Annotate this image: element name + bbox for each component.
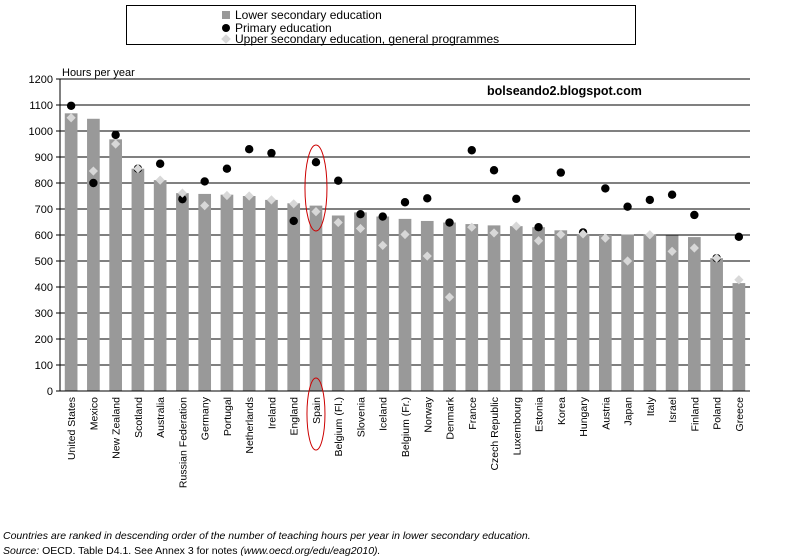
- x-tick-label: Portugal: [221, 397, 234, 437]
- y-tick-label: 800: [34, 178, 53, 190]
- bar: [421, 221, 434, 391]
- y-tick-label: 500: [34, 256, 53, 268]
- x-tick-label: Italy: [644, 397, 657, 417]
- x-tick-label: Estonia: [533, 397, 546, 433]
- primary-dot: [356, 210, 364, 218]
- bar: [310, 206, 323, 391]
- bar: [87, 119, 100, 391]
- bar: [132, 169, 145, 391]
- chart-source: [3, 545, 380, 557]
- x-tick-label: Poland: [711, 397, 724, 430]
- primary-dot: [67, 102, 75, 110]
- bar: [710, 258, 723, 391]
- y-tick-label: 1000: [28, 126, 53, 138]
- x-tick-label: Greece: [733, 397, 746, 432]
- primary-dot: [690, 211, 698, 219]
- bar: [599, 235, 612, 391]
- bar: [176, 193, 189, 391]
- bar: [243, 196, 256, 391]
- primary-dot: [445, 218, 453, 226]
- primary-dot: [89, 179, 97, 187]
- bar: [265, 200, 278, 391]
- bar: [332, 216, 345, 392]
- bar: [198, 194, 211, 391]
- bar-series: [65, 113, 745, 391]
- primary-dot: [200, 177, 208, 185]
- primary-dot: [267, 149, 275, 157]
- primary-dot: [401, 198, 409, 206]
- y-tick-label: 1100: [29, 100, 53, 112]
- x-tick-label: Germany: [199, 397, 212, 441]
- primary-dot: [468, 146, 476, 154]
- y-tick-label: 900: [34, 152, 53, 164]
- chart-footnote: Countries are ranked in descending order of the number of teaching hours per year in lower secondary education.: [3, 530, 531, 542]
- x-tick-label: Norway: [422, 397, 435, 433]
- x-tick-label: Slovenia: [355, 397, 368, 438]
- x-tick-label: New Zealand: [110, 397, 123, 459]
- primary-dot: [534, 223, 542, 231]
- y-tick-label: 300: [34, 308, 53, 320]
- y-axis-title: Hours per year: [62, 67, 135, 79]
- bar: [532, 227, 545, 391]
- legend-label: Upper secondary education, general programmes: [235, 32, 500, 46]
- primary-dot: [623, 202, 631, 210]
- x-tick-label: Mexico: [88, 397, 101, 431]
- source-label: Source:: [3, 545, 40, 557]
- bar: [688, 237, 701, 391]
- x-tick-label: Belgium (Fl.): [333, 397, 346, 457]
- primary-dot: [312, 158, 320, 166]
- primary-dot: [223, 165, 231, 173]
- y-tick-label: 200: [34, 334, 53, 346]
- x-tick-label: Australia: [155, 397, 168, 438]
- primary-dot: [379, 212, 387, 220]
- bar: [154, 180, 167, 391]
- bar: [354, 212, 367, 391]
- x-tick-label: England: [288, 397, 301, 436]
- source-url: (www.oecd.org/edu/eag2010).: [240, 545, 381, 557]
- x-tick-label: France: [466, 397, 479, 430]
- bar: [109, 139, 122, 391]
- primary-dot: [490, 166, 498, 174]
- x-tick-label: Korea: [555, 397, 568, 426]
- x-tick-label: Iceland: [377, 397, 390, 431]
- bar: [465, 224, 478, 391]
- source-text: OECD. Table D4.1. See Annex 3 for notes: [42, 545, 238, 557]
- y-tick-label: 600: [34, 230, 53, 242]
- bar: [510, 226, 523, 391]
- x-tick-label: Belgium (Fr.): [400, 397, 412, 458]
- primary-dot: [735, 233, 743, 241]
- y-tick-labels: [29, 74, 53, 398]
- x-tick-label: Finland: [689, 397, 702, 432]
- y-tick-label: 400: [34, 282, 53, 294]
- y-tick-label: 1200: [28, 74, 53, 86]
- bar: [488, 225, 501, 391]
- legend-label: Lower secondary education: [235, 8, 382, 22]
- x-tick-label: Netherlands: [244, 397, 257, 454]
- primary-dot: [601, 184, 609, 192]
- primary-dot: [334, 176, 342, 184]
- primary-dot: [423, 194, 431, 202]
- y-tick-label: 100: [34, 360, 53, 372]
- bar: [554, 230, 567, 391]
- y-tick-label: 0: [46, 386, 53, 398]
- x-tick-label: Scotland: [132, 397, 145, 438]
- bar: [443, 223, 456, 391]
- x-tick-label: Hungary: [578, 397, 591, 437]
- bar: [287, 203, 300, 391]
- bar: [733, 283, 746, 391]
- blog-watermark: bolseando2.blogspot.com: [487, 84, 642, 98]
- x-tick-label: Czech Republic: [489, 396, 502, 471]
- x-tick-labels: [66, 396, 746, 488]
- bar: [666, 236, 679, 391]
- y-tick-label: 700: [34, 204, 53, 216]
- bar: [221, 195, 234, 391]
- x-tick-label: Russian Federation: [177, 397, 190, 489]
- x-tick-label: Spain: [310, 397, 323, 424]
- x-tick-label: Denmark: [444, 397, 457, 440]
- x-tick-label: Austria: [600, 397, 613, 430]
- x-tick-label: Luxembourg: [511, 397, 524, 456]
- primary-dot: [156, 160, 164, 168]
- bar: [643, 235, 656, 391]
- primary-dot: [646, 196, 654, 204]
- primary-dot: [668, 191, 676, 199]
- x-tick-label: Israel: [667, 397, 680, 423]
- x-tick-label: United States: [66, 397, 79, 461]
- primary-dot: [512, 195, 520, 203]
- primary-dot: [245, 145, 253, 153]
- bar: [577, 234, 590, 391]
- bar: [399, 219, 412, 391]
- bar: [65, 113, 78, 391]
- primary-dot: [290, 217, 298, 225]
- upper-secondary-diamond: [734, 275, 743, 284]
- primary-dot: [557, 168, 565, 176]
- legend-label: Primary education: [235, 21, 332, 35]
- x-tick-label: Japan: [622, 397, 635, 426]
- primary-dot: [111, 131, 119, 139]
- x-tick-label: Ireland: [266, 397, 279, 430]
